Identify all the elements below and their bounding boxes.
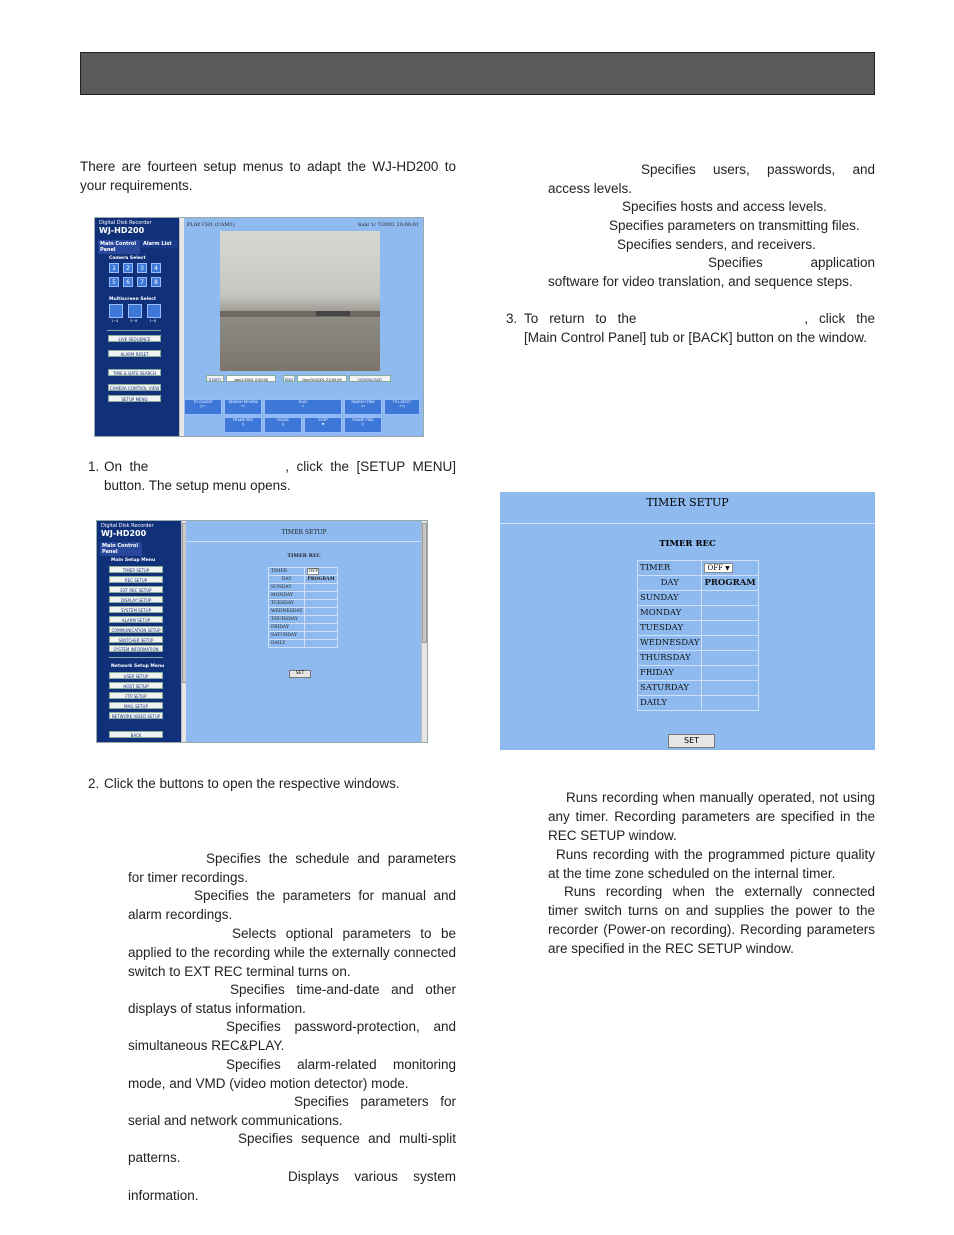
- chevron-down-icon: ▼: [725, 565, 730, 572]
- camera-button-6[interactable]: 6: [123, 277, 133, 287]
- step-1-post: , click the [SETUP MENU] button. The setup menu opens.: [104, 459, 456, 493]
- alarm-setup-button[interactable]: ALARM SETUP: [109, 616, 163, 623]
- alarm-setup-desc: Specifies alarm-related monitoring mode, and VMD (video motion detector) mode.: [128, 1057, 456, 1091]
- program-cell[interactable]: [305, 632, 337, 640]
- day-cell: THURSDAY: [269, 616, 305, 624]
- mail-setup-desc: Specifies senders, and receivers.: [617, 237, 816, 252]
- day-cell: SUNDAY: [638, 591, 702, 606]
- program-cell[interactable]: [702, 666, 758, 681]
- start-label: START: [206, 375, 224, 382]
- timer-setup-title: TIMER SETUP: [646, 496, 729, 509]
- tab-alarm-list[interactable]: Alarm List: [141, 240, 178, 248]
- system-setup-button[interactable]: SYSTEM SETUP: [109, 606, 163, 613]
- video-frame: [220, 231, 380, 371]
- program-cell[interactable]: [702, 621, 758, 636]
- user-setup-button[interactable]: USER SETUP: [109, 672, 163, 679]
- divider: [186, 541, 422, 542]
- stop-button[interactable]: STOP ■: [304, 417, 342, 433]
- setup-menu-screenshot: [96, 520, 428, 743]
- section-title-bar: [80, 52, 875, 95]
- ext-rec-setup-desc: Selects optional parameters to be applied to the recording while the externally connected switch to EXT REC terminal turns on.: [128, 926, 456, 979]
- system-setup-desc: Specifies password-protection, and simultaneous REC&PLAY.: [128, 1019, 456, 1053]
- back-button[interactable]: BACK: [109, 731, 163, 738]
- program-cell[interactable]: [702, 696, 758, 711]
- timer-label: TIMER: [638, 561, 702, 576]
- intro-paragraph: There are fourteen setup menus to adapt the WJ-HD200 to your requirements.: [80, 159, 456, 193]
- switcher-setup-button[interactable]: SWITCHER SETUP: [109, 636, 163, 643]
- timer-rec-table: [637, 560, 759, 711]
- end-label: END: [284, 377, 294, 382]
- end-field[interactable]: Dec/31/2001 23:59:59: [297, 375, 347, 382]
- rec-setup-button[interactable]: REC SETUP: [109, 576, 163, 583]
- day-cell: WEDNESDAY: [269, 608, 305, 616]
- day-cell: DAILY: [638, 696, 702, 711]
- split-label: 1~4: [111, 319, 119, 323]
- timer-label: TIMER: [269, 568, 305, 576]
- timer-setup-title-small: TIMER SETUP: [281, 529, 327, 536]
- timer-setup-button[interactable]: TIMER SETUP: [109, 566, 163, 573]
- system-information-desc: Displays various system information.: [128, 1169, 456, 1203]
- camera-button-8[interactable]: 8: [151, 277, 161, 287]
- camera-control-view-button[interactable]: CAMERA CONTROL VIEW: [109, 386, 160, 391]
- rec-setup-desc: Specifies the parameters for manual and alarm recordings.: [128, 888, 456, 922]
- program-cell[interactable]: [702, 606, 758, 621]
- timer-setup-desc: Specifies the schedule and parameters for timer recordings.: [128, 851, 456, 885]
- day-cell: SATURDAY: [638, 681, 702, 696]
- step-1: [80, 457, 456, 495]
- program-cell[interactable]: [305, 592, 337, 600]
- main-setup-menu-heading: Main Setup Menu: [111, 558, 156, 563]
- program-cell[interactable]: [305, 584, 337, 592]
- brand-model: WJ-HD200: [99, 226, 145, 235]
- airplane: [316, 311, 350, 316]
- setup-content-area: [186, 521, 422, 742]
- step-2: [80, 774, 456, 793]
- setup-sidebar: [97, 521, 181, 742]
- off-mode-desc: Runs recording when manually operated, not using any timer. Recording parameters are specified in the REC SETUP window.: [548, 790, 875, 843]
- day-cell: MONDAY: [638, 606, 702, 621]
- program-cell[interactable]: [702, 636, 758, 651]
- download-button[interactable]: DOWNLOAD: [349, 375, 391, 382]
- step-number: 1.: [88, 459, 100, 474]
- host-setup-desc: Specifies hosts and access levels.: [622, 199, 827, 214]
- set-button[interactable]: SET: [668, 734, 715, 748]
- timer-rec-heading: TIMER REC: [659, 539, 716, 549]
- step-2-text: Click the buttons to open the respective windows.: [104, 776, 400, 791]
- day-cell: SUNDAY: [269, 584, 305, 592]
- camera-button-5[interactable]: 5: [109, 277, 119, 287]
- start-field[interactable]: Jan/1/2001 0:00:00: [226, 375, 276, 382]
- step-number: 3.: [506, 311, 518, 326]
- program-cell[interactable]: [702, 681, 758, 696]
- set-button-small[interactable]: SET: [289, 670, 311, 678]
- display-setup-button[interactable]: DISPLAY SETUP: [109, 596, 163, 603]
- timer-rec-table-small: [268, 567, 338, 648]
- split-label: 5~8: [130, 319, 138, 323]
- tab-main-control-panel[interactable]: Main Control Panel: [100, 542, 142, 556]
- camera-button-7[interactable]: 7: [137, 277, 147, 287]
- camera-button-3[interactable]: 3: [137, 263, 147, 273]
- tab-main-control-panel[interactable]: Main Control Panel: [98, 240, 140, 254]
- live-sequence-button[interactable]: LIVE SEQUENCE: [108, 335, 161, 342]
- horizon: [220, 311, 380, 317]
- to-oldest-button[interactable]: TO OLDEST |<<: [184, 399, 222, 415]
- play-button[interactable]: PLAY >: [264, 399, 342, 415]
- search-fwd-button[interactable]: SEARCH FWD >>: [344, 399, 382, 415]
- day-cell: THURSDAY: [638, 651, 702, 666]
- status-datetime: Sun/ 1/ 7/2001 20:00:01: [357, 222, 419, 228]
- ftp-setup-desc: Specifies parameters on transmitting files.: [609, 218, 860, 233]
- day-cell: TUESDAY: [269, 600, 305, 608]
- program-cell[interactable]: [702, 651, 758, 666]
- multiscreen-select-heading: Multiscreen Select: [109, 297, 157, 302]
- program-cell[interactable]: [702, 591, 758, 606]
- col-day: DAY: [269, 576, 305, 584]
- split-button-1-8[interactable]: [147, 304, 161, 318]
- main-control-panel-screenshot: [94, 217, 424, 437]
- step-3-post: , click the [Main Control Panel] tub or [BACK] button on the window.: [524, 311, 875, 345]
- camera-button-1[interactable]: 1: [109, 263, 119, 273]
- timer-mode-desc: Runs recording with the programmed picture quality at the time zone scheduled on the internal timer.: [548, 847, 875, 881]
- timer-rec-heading-small: TIMER REC: [287, 553, 321, 559]
- network-video-setup-desc: Specifies application software for video translation, and sequence steps.: [548, 255, 875, 289]
- step-number: 2.: [88, 776, 100, 791]
- day-cell: SATURDAY: [269, 632, 305, 640]
- time-date-search-button[interactable]: TIME & DATE SEARCH: [108, 369, 161, 376]
- brand-line: Digital Disk Recorder: [101, 523, 154, 529]
- brand-model: WJ-HD200: [101, 529, 147, 538]
- step-3-pre: To return to the: [524, 311, 637, 326]
- split-label: 1~8: [149, 319, 157, 323]
- camera-select-heading: Camera Select: [109, 256, 146, 261]
- content-scrollbar[interactable]: [421, 521, 427, 742]
- day-cell: TUESDAY: [638, 621, 702, 636]
- col-day: DAY: [638, 576, 702, 591]
- divider: [500, 523, 875, 524]
- alarm-reset-button[interactable]: ALARM RESET: [108, 350, 161, 357]
- search-review-button[interactable]: SEARCH REVIEW <<: [224, 399, 262, 415]
- display-setup-desc: Specifies time-and-date and other displays of status information.: [128, 982, 456, 1016]
- communication-setup-button[interactable]: COMMUNICATION SETUP: [109, 626, 163, 633]
- divider: [107, 330, 161, 331]
- day-cell: WEDNESDAY: [638, 636, 702, 651]
- program-cell[interactable]: [305, 608, 337, 616]
- user-setup-desc: Specifies users, passwords, and access levels.: [548, 162, 875, 196]
- program-cell[interactable]: [305, 624, 337, 632]
- switcher-setup-desc: Specifies sequence and multi-split patterns.: [128, 1131, 456, 1165]
- pause-button[interactable]: PAUSE ||: [264, 417, 302, 433]
- divider: [109, 657, 163, 658]
- playback-area: [184, 218, 423, 436]
- day-cell: FRIDAY: [269, 624, 305, 632]
- communication-setup-desc: Specifies parameters for serial and network communications.: [128, 1094, 456, 1128]
- network-video-setup-button[interactable]: NETWORK VIDEO SETUP: [109, 712, 163, 719]
- step-3: [500, 309, 875, 347]
- to-latest-button[interactable]: TO LATEST >>|: [384, 399, 420, 415]
- timer-setup-window: [500, 492, 875, 750]
- frame-rev-button[interactable]: FRAME REV <|: [224, 417, 262, 433]
- split-button-5-8[interactable]: [128, 304, 142, 318]
- day-cell: MONDAY: [269, 592, 305, 600]
- brand-line: Digital Disk Recorder: [99, 220, 152, 226]
- step-1-pre: On the: [104, 459, 149, 474]
- network-setup-menu-heading: Network Setup Menu: [111, 664, 165, 669]
- timer-select[interactable]: [704, 563, 732, 573]
- ftp-setup-button[interactable]: FTP SETUP: [109, 692, 163, 699]
- program-cell[interactable]: [305, 640, 337, 648]
- day-cell: FRIDAY: [638, 666, 702, 681]
- timer-select-small[interactable]: OFF: [308, 569, 319, 574]
- day-cell: DAILY: [269, 640, 305, 648]
- camera-button-2[interactable]: 2: [123, 263, 133, 273]
- col-program: PROGRAM: [702, 576, 758, 591]
- col-program: PROGRAM: [305, 576, 337, 584]
- timer-select-value: OFF: [707, 564, 723, 572]
- frame-fwd-button[interactable]: FRAME FWD |>: [344, 417, 382, 433]
- ext-rec-setup-button[interactable]: EXT REC SETUP: [109, 586, 163, 593]
- setup-menu-button[interactable]: SETUP MENU: [108, 395, 161, 402]
- play-status: PLAY CH1 (CAM1): [187, 222, 235, 228]
- program-cell[interactable]: [305, 616, 337, 624]
- program-cell[interactable]: [305, 600, 337, 608]
- ext-timer-mode-desc: Runs recording when the externally connected timer switch turns on and supplies the power to the recorder (Power-on recording). Recording parameters are specified in the REC SETUP window.: [548, 884, 875, 956]
- split-button-1-4[interactable]: [109, 304, 123, 318]
- host-setup-button[interactable]: HOST SETUP: [109, 682, 163, 689]
- mail-setup-button[interactable]: MAIL SETUP: [109, 702, 163, 709]
- system-information-button[interactable]: SYSTEM INFORMATION: [109, 645, 163, 652]
- control-sidebar: [95, 218, 179, 436]
- camera-button-4[interactable]: 4: [151, 263, 161, 273]
